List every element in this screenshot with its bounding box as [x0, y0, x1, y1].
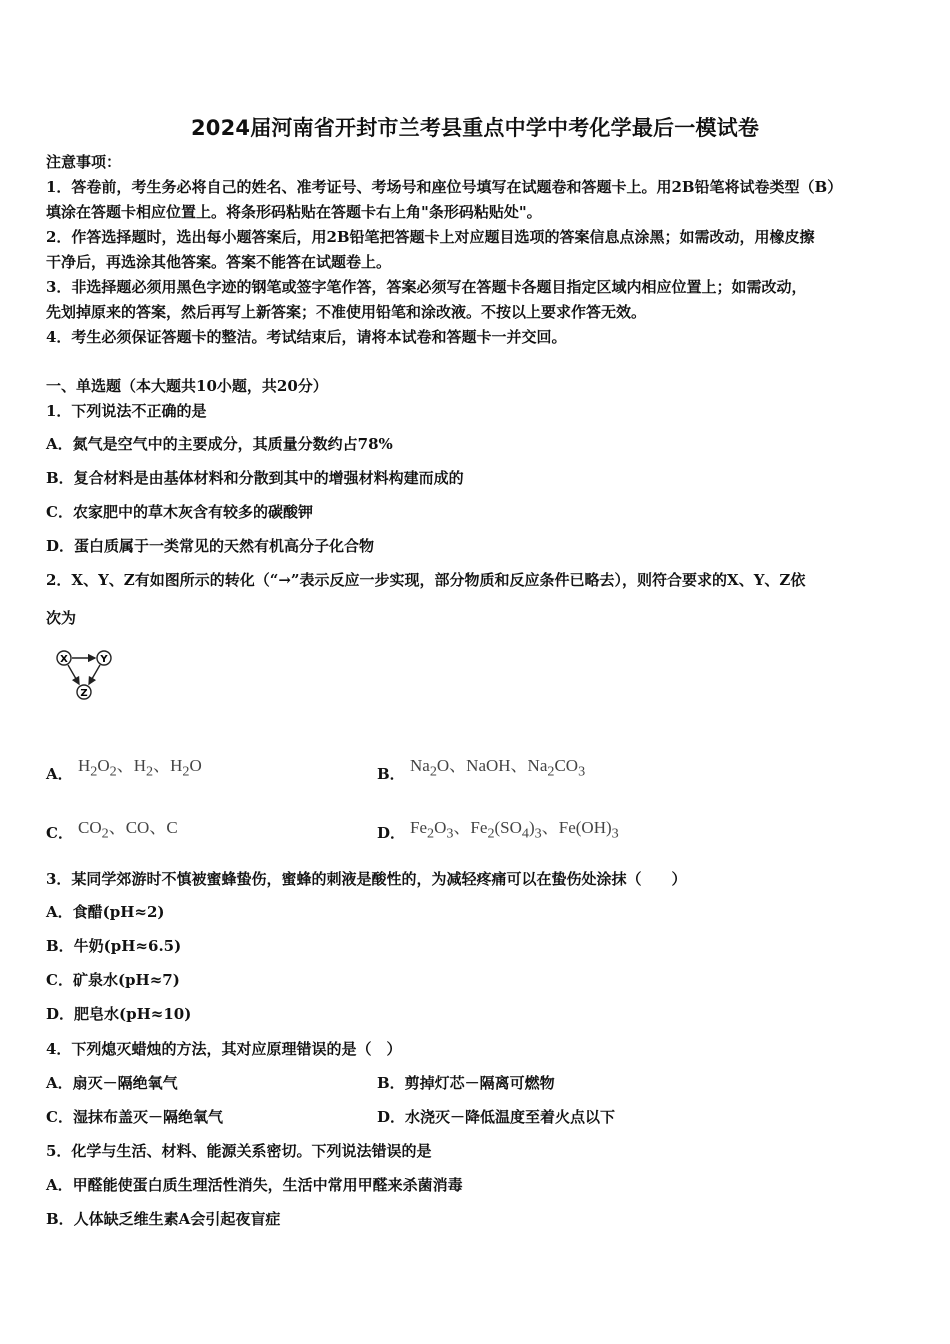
q2-stem-line1: 2．X、Y、Z有如图所示的转化（“→”表示反应一步实现，部分物质和反应条件已略去），则符合要求的X、Y、Z依	[46, 571, 806, 589]
q3-option-c: C．矿泉水(pH≈7)	[46, 971, 180, 989]
q2-option-a-label: A．	[46, 765, 73, 783]
q1-option-c: C．农家肥中的草木灰含有较多的碳酸钾	[46, 503, 313, 521]
notice-line-4: 干净后，再选涂其他答案。答案不能答在试题卷上。	[46, 253, 392, 271]
q5-stem: 5．化学与生活、材料、能源关系密切。下列说法错误的是	[46, 1142, 432, 1160]
q2-option-c-formula: $CO_2$、CO、C	[78, 818, 178, 842]
q1-option-b: B．复合材料是由基体材料和分散到其中的增强材料构建而成的	[46, 469, 464, 487]
notice-line-3: 2．作答选择题时，选出每小题答案后，用2B铅笔把答题卡上对应题目选项的答案信息点涂黑；如需改动，用橡皮擦	[46, 228, 815, 246]
q3-option-d: D．肥皂水(pH≈10)	[46, 1005, 192, 1023]
q2-option-d-label: D．	[377, 824, 406, 842]
q4-option-a: A．扇灭－隔绝氧气	[46, 1074, 178, 1092]
q4-option-d: D．水浇灭－降低温度至着火点以下	[377, 1108, 616, 1126]
x-to-z-arrow	[68, 665, 79, 684]
notice-line-6: 先划掉原来的答案，然后再写上新答案；不准使用铅笔和涂改液。不按以上要求作答无效。	[46, 303, 647, 321]
notice-line-5: 3．非选择题必须用黑色字迹的钢笔或签字笔作答，答案必须写在答题卡各题目指定区域内相应位置上；如需改动，	[46, 278, 807, 296]
y-to-z-arrow	[89, 665, 100, 684]
q5-option-a: A．甲醛能使蛋白质生理活性消失，生活中常用甲醛来杀菌消毒	[46, 1176, 463, 1194]
q3-stem: 3．某同学郊游时不慎被蜜蜂蛰伤，蜜蜂的刺液是酸性的，为减轻疼痛可以在蛰伤处涂抹（ ）	[46, 870, 687, 888]
q2-option-c-label: C．	[46, 824, 73, 842]
y-label: Y	[100, 654, 108, 665]
q4-stem: 4．下列熄灭蜡烛的方法，其对应原理错误的是（ ）	[46, 1040, 402, 1058]
section-heading: 一、单选题（本大题共10小题，共20分）	[46, 377, 328, 395]
z-label: Z	[80, 688, 88, 699]
q2-option-b-label: B．	[377, 765, 405, 783]
q2-option-a-formula: $H_2O_2$、$H_2$、$H_2O$	[78, 756, 202, 780]
q2-stem-line2: 次为	[46, 609, 77, 627]
q2-option-b-formula: $Na_2O$、NaOH、$Na_2CO_3$	[410, 756, 586, 780]
q4-option-c: C．湿抹布盖灭－隔绝氧气	[46, 1108, 223, 1126]
xyz-conversion-diagram	[52, 646, 122, 706]
q3-option-b: B．牛奶(pH≈6.5)	[46, 937, 182, 955]
q4-option-b: B．剪掉灯芯－隔离可燃物	[377, 1074, 555, 1092]
q1-option-a: A．氮气是空气中的主要成分，其质量分数约占78%	[46, 435, 393, 453]
q3-option-a: A．食醋(pH≈2)	[46, 903, 165, 921]
page-title: 2024届河南省开封市兰考县重点中学中考化学最后一模试卷	[190, 116, 760, 140]
q5-option-b: B．人体缺乏维生素A会引起夜盲症	[46, 1210, 281, 1228]
x-label: X	[60, 654, 68, 665]
q1-stem: 1．下列说法不正确的是	[46, 402, 207, 420]
notice-line-1: 1．答卷前，考生务必将自己的姓名、准考证号、考场号和座位号填写在试题卷和答题卡上。用2B铅笔将试卷类型（B）	[46, 178, 843, 196]
notice-heading: 注意事项：	[46, 153, 122, 171]
notice-line-2: 填涂在答题卡相应位置上。将条形码粘贴在答题卡右上角"条形码粘贴处"。	[46, 203, 542, 221]
q2-option-d-formula: $Fe_2O_3$、$Fe_2(SO_4)_3$、$Fe(OH)_3$	[410, 818, 619, 842]
notice-line-7: 4．考生必须保证答题卡的整洁。考试结束后，请将本试卷和答题卡一并交回。	[46, 328, 567, 346]
q1-option-d: D．蛋白质属于一类常见的天然有机高分子化合物	[46, 537, 375, 555]
